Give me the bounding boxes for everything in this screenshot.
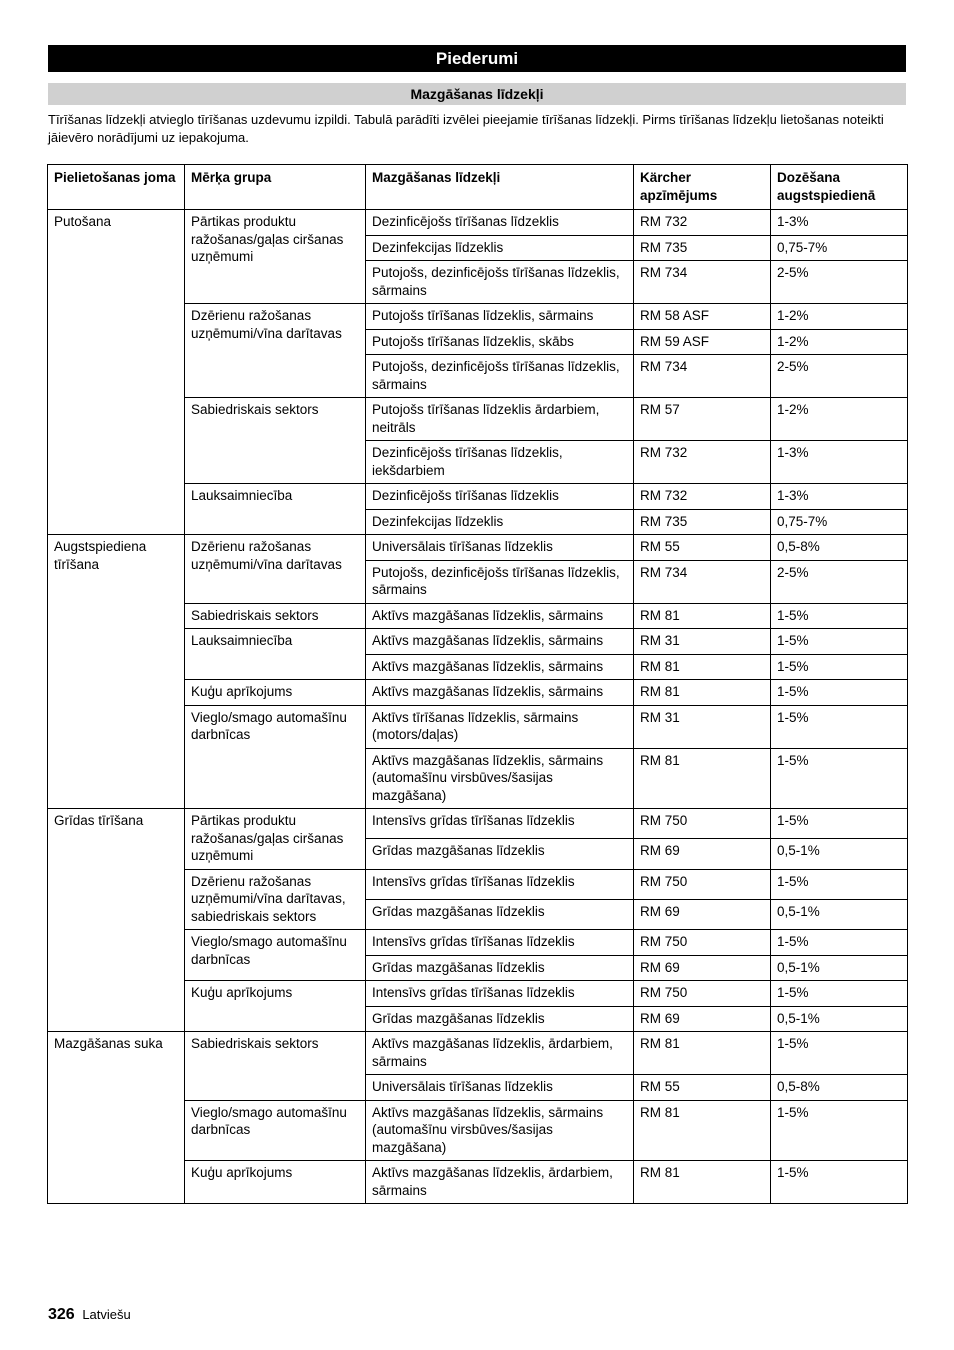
cell-dosage: 1-5% — [771, 1161, 908, 1204]
cell-karcher-code: RM 732 — [634, 441, 771, 484]
cell-target-group: Vieglo/smago automašīnu darbnīcas — [185, 1100, 366, 1161]
cell-dosage: 2-5% — [771, 560, 908, 603]
cell-detergent: Universālais tīrīšanas līdzeklis — [366, 1075, 634, 1101]
cell-detergent: Aktīvs mazgāšanas līdzeklis, sārmains — [366, 680, 634, 706]
cell-karcher-code: RM 57 — [634, 398, 771, 441]
cell-detergent: Grīdas mazgāšanas līdzeklis — [366, 955, 634, 981]
cell-dosage: 1-3% — [771, 441, 908, 484]
cell-dosage: 0,5-1% — [771, 899, 908, 929]
cell-detergent: Putojošs tīrīšanas līdzeklis ārdarbiem, neitrāls — [366, 398, 634, 441]
cell-karcher-code: RM 735 — [634, 509, 771, 535]
intro-paragraph: Tīrīšanas līdzekļi atvieglo tīrīšanas uzdevumu izpildi. Tabulā parādīti izvēlei pieejamie tīrīšanas līdzekļi. Pirms tīrīšanas līdzekļu lietošanas noteikti jāievēro norādījumi uz iepakojuma. — [48, 112, 884, 145]
cell-dosage: 0,5-1% — [771, 955, 908, 981]
table-row — [48, 535, 908, 561]
cell-karcher-code: RM 59 ASF — [634, 329, 771, 355]
cell-detergent: Grīdas mazgāšanas līdzeklis — [366, 899, 634, 929]
cell-detergent: Aktīvs tīrīšanas līdzeklis, sārmains (motors/daļas) — [366, 705, 634, 748]
cell-karcher-code: RM 750 — [634, 869, 771, 899]
cell-dosage: 0,5-8% — [771, 535, 908, 561]
cell-dosage: 1-5% — [771, 629, 908, 655]
cell-dosage: 1-3% — [771, 210, 908, 236]
cell-detergent: Intensīvs grīdas tīrīšanas līdzeklis — [366, 981, 634, 1007]
cell-dosage: 1-5% — [771, 748, 908, 809]
cell-dosage: 2-5% — [771, 261, 908, 304]
cell-karcher-code: RM 750 — [634, 930, 771, 956]
cell-karcher-code: RM 734 — [634, 261, 771, 304]
cell-target-group: Sabiedriskais sektors — [185, 398, 366, 484]
cell-detergent: Aktīvs mazgāšanas līdzeklis, sārmains (automašīnu virsbūves/šasijas mazgāšana) — [366, 748, 634, 809]
cell-karcher-code: RM 58 ASF — [634, 304, 771, 330]
cell-dosage: 1-2% — [771, 304, 908, 330]
table-body — [48, 210, 908, 1204]
cell-detergent: Aktīvs mazgāšanas līdzeklis, sārmains — [366, 603, 634, 629]
header-target-group: Mērķa grupa — [185, 165, 366, 210]
cell-detergent: Dezinficējošs tīrīšanas līdzeklis — [366, 484, 634, 510]
cell-dosage: 2-5% — [771, 355, 908, 398]
cell-karcher-code: RM 750 — [634, 981, 771, 1007]
cell-detergent: Aktīvs mazgāšanas līdzeklis, ārdarbiem, sārmains — [366, 1161, 634, 1204]
cell-dosage: 0,75-7% — [771, 235, 908, 261]
cell-dosage: 1-5% — [771, 809, 908, 839]
cell-dosage: 1-5% — [771, 1032, 908, 1075]
cell-dosage: 1-5% — [771, 654, 908, 680]
cell-karcher-code: RM 31 — [634, 629, 771, 655]
cell-detergent: Aktīvs mazgāšanas līdzeklis, ārdarbiem, sārmains — [366, 1032, 634, 1075]
cell-detergent: Intensīvs grīdas tīrīšanas līdzeklis — [366, 930, 634, 956]
cell-karcher-code: RM 81 — [634, 680, 771, 706]
cell-target-group: Pārtikas produktu ražošanas/gaļas ciršanas uzņēmumi — [185, 210, 366, 304]
cell-target-group: Pārtikas produktu ražošanas/gaļas ciršanas uzņēmumi — [185, 809, 366, 870]
cell-karcher-code: RM 734 — [634, 355, 771, 398]
cell-detergent: Dezinfekcijas līdzeklis — [366, 509, 634, 535]
cell-dosage: 1-5% — [771, 680, 908, 706]
cell-karcher-code: RM 732 — [634, 210, 771, 236]
cell-karcher-code: RM 734 — [634, 560, 771, 603]
cell-karcher-code: RM 31 — [634, 705, 771, 748]
cell-karcher-code: RM 735 — [634, 235, 771, 261]
cell-karcher-code: RM 81 — [634, 603, 771, 629]
cell-detergent: Putojošs tīrīšanas līdzeklis, skābs — [366, 329, 634, 355]
cell-detergent: Putojošs, dezinficējošs tīrīšanas līdzeklis, sārmains — [366, 355, 634, 398]
header-karcher-code: Kärcher apzīmējums — [634, 165, 771, 210]
page-footer — [48, 1306, 131, 1324]
table-row — [48, 1032, 908, 1075]
cell-target-group: Vieglo/smago automašīnu darbnīcas — [185, 930, 366, 981]
cell-target-group: Dzērienu ražošanas uzņēmumi/vīna darītavas — [185, 304, 366, 398]
footer-language: Latviešu — [82, 1307, 131, 1322]
cell-detergent: Aktīvs mazgāšanas līdzeklis, sārmains — [366, 654, 634, 680]
header-detergent: Mazgāšanas līdzekļi — [366, 165, 634, 210]
cell-detergent: Aktīvs mazgāšanas līdzeklis, sārmains — [366, 629, 634, 655]
cell-detergent: Dezinficējošs tīrīšanas līdzeklis, iekšdarbiem — [366, 441, 634, 484]
cell-karcher-code: RM 750 — [634, 809, 771, 839]
cell-dosage: 0,5-8% — [771, 1075, 908, 1101]
cell-detergent: Dezinficējošs tīrīšanas līdzeklis — [366, 210, 634, 236]
cell-target-group: Sabiedriskais sektors — [185, 1032, 366, 1101]
cell-karcher-code: RM 81 — [634, 654, 771, 680]
cell-dosage: 1-3% — [771, 484, 908, 510]
table-header-row — [48, 165, 908, 210]
page-title: Piederumi — [48, 45, 906, 72]
cell-karcher-code: RM 69 — [634, 899, 771, 929]
cell-karcher-code: RM 81 — [634, 1032, 771, 1075]
cell-target-group: Vieglo/smago automašīnu darbnīcas — [185, 705, 366, 809]
cell-detergent: Grīdas mazgāšanas līdzeklis — [366, 839, 634, 869]
cell-dosage: 1-2% — [771, 398, 908, 441]
cell-detergent: Putojošs, dezinficējošs tīrīšanas līdzeklis, sārmains — [366, 560, 634, 603]
cell-dosage: 0,75-7% — [771, 509, 908, 535]
cell-karcher-code: RM 69 — [634, 955, 771, 981]
cell-target-group: Kuģu aprīkojums — [185, 981, 366, 1032]
table-row — [48, 809, 908, 839]
cell-detergent: Putojošs tīrīšanas līdzeklis, sārmains — [366, 304, 634, 330]
cell-karcher-code: RM 732 — [634, 484, 771, 510]
cell-application-area: Putošana — [48, 210, 185, 535]
cell-karcher-code: RM 69 — [634, 839, 771, 869]
cell-dosage: 0,5-1% — [771, 839, 908, 869]
section-subtitle: Mazgāšanas līdzekļi — [48, 83, 906, 105]
cell-target-group: Kuģu aprīkojums — [185, 680, 366, 706]
cell-detergent: Intensīvs grīdas tīrīšanas līdzeklis — [366, 809, 634, 839]
page-number: 326 — [48, 1306, 75, 1323]
cell-target-group: Dzērienu ražošanas uzņēmumi/vīna darītavas — [185, 535, 366, 604]
cell-application-area: Mazgāšanas suka — [48, 1032, 185, 1204]
cell-dosage: 1-5% — [771, 603, 908, 629]
cell-detergent: Intensīvs grīdas tīrīšanas līdzeklis — [366, 869, 634, 899]
cell-karcher-code: RM 55 — [634, 1075, 771, 1101]
cell-target-group: Kuģu aprīkojums — [185, 1161, 366, 1204]
cell-application-area: Augstspiediena tīrīšana — [48, 535, 185, 809]
cell-target-group: Dzērienu ražošanas uzņēmumi/vīna darītavas, sabiedriskais sektors — [185, 869, 366, 930]
cell-karcher-code: RM 69 — [634, 1006, 771, 1032]
cell-detergent: Universālais tīrīšanas līdzeklis — [366, 535, 634, 561]
cell-dosage: 1-5% — [771, 705, 908, 748]
cell-karcher-code: RM 81 — [634, 1100, 771, 1161]
cell-karcher-code: RM 81 — [634, 748, 771, 809]
cell-target-group: Lauksaimniecība — [185, 629, 366, 680]
cell-detergent: Aktīvs mazgāšanas līdzeklis, sārmains (automašīnu virsbūves/šasijas mazgāšana) — [366, 1100, 634, 1161]
cell-dosage: 1-5% — [771, 930, 908, 956]
cell-application-area: Grīdas tīrīšana — [48, 809, 185, 1032]
cell-dosage: 1-5% — [771, 869, 908, 899]
cell-karcher-code: RM 55 — [634, 535, 771, 561]
cell-karcher-code: RM 81 — [634, 1161, 771, 1204]
detergent-table — [47, 164, 908, 1204]
cell-detergent: Dezinfekcijas līdzeklis — [366, 235, 634, 261]
cell-dosage: 1-5% — [771, 1100, 908, 1161]
cell-dosage: 0,5-1% — [771, 1006, 908, 1032]
cell-detergent: Grīdas mazgāšanas līdzeklis — [366, 1006, 634, 1032]
header-dosage: Dozēšana augstspiedienā — [771, 165, 908, 210]
cell-target-group: Sabiedriskais sektors — [185, 603, 366, 629]
cell-dosage: 1-2% — [771, 329, 908, 355]
header-area: Pielietošanas joma — [48, 165, 185, 210]
cell-dosage: 1-5% — [771, 981, 908, 1007]
cell-target-group: Lauksaimniecība — [185, 484, 366, 535]
cell-detergent: Putojošs, dezinficējošs tīrīšanas līdzeklis, sārmains — [366, 261, 634, 304]
table-row — [48, 210, 908, 236]
